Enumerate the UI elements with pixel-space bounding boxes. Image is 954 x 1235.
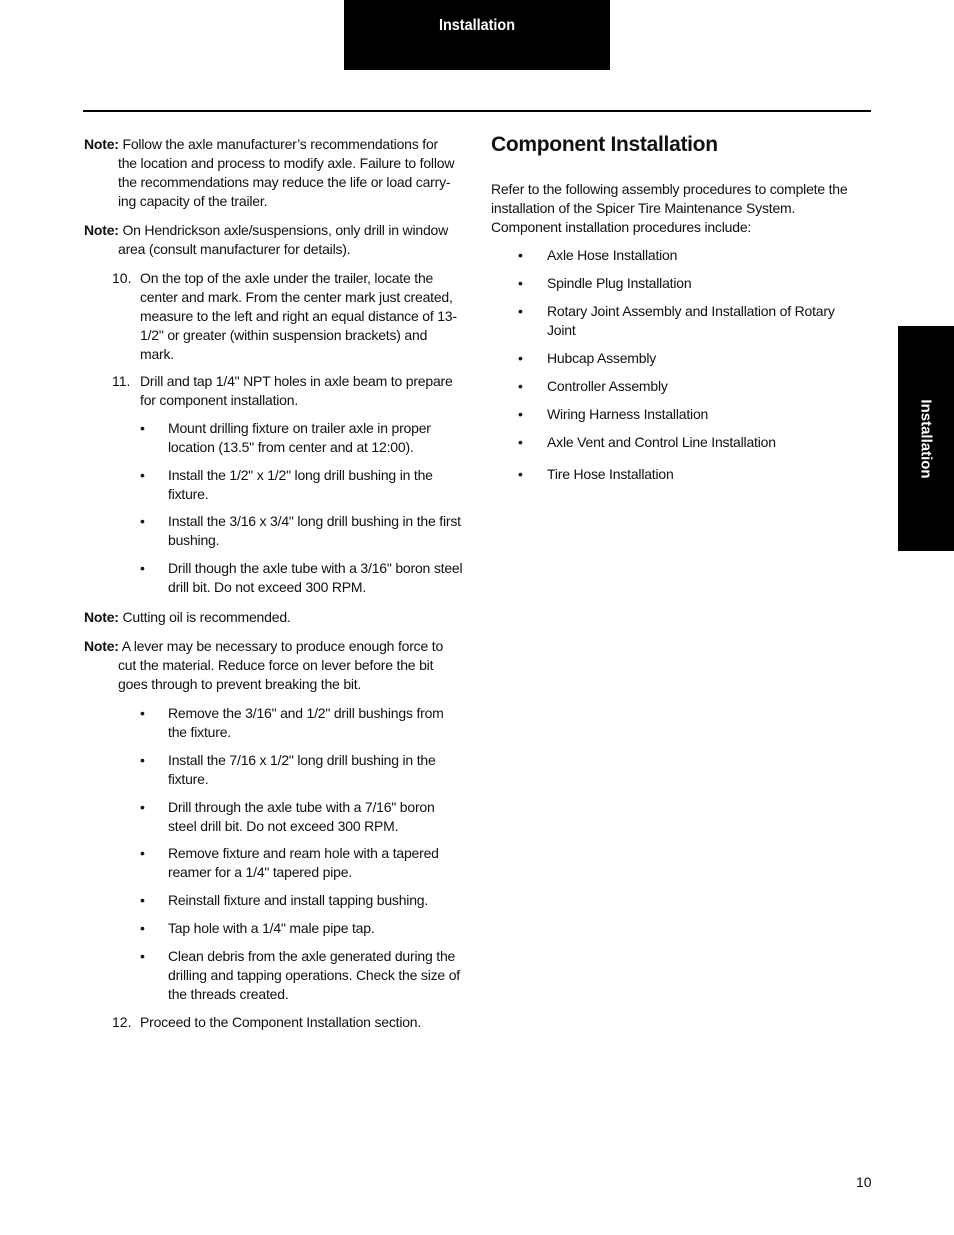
section-header-tab [344,0,610,70]
bullet-marker: • [140,892,145,908]
step-10-number: 10. [112,270,132,286]
ream-tap-step-item: Install the 7/16 x 1/2" long drill bushing in the fixture. [168,752,436,787]
bullet-marker: • [518,350,523,366]
bullet-marker: • [140,467,145,483]
ream-tap-step-item: Remove the 3/16" and 1/2" drill bushings from the fixture. [168,705,444,740]
bullet-marker: • [140,560,145,576]
procedure-item: Rotary Joint Assembly and Installation of Rotary Joint [547,303,835,338]
section-header-label: Installation [438,17,515,34]
bullet-marker: • [518,247,523,263]
bullet-marker: • [140,948,145,964]
bullet-marker: • [140,752,145,768]
procedure-item: Axle Vent and Control Line Installation [547,434,776,450]
step-11-number: 11. [112,373,131,389]
page-number: 10 [856,1174,872,1190]
bullet-marker: • [140,420,145,436]
drill-step-item: Drill though the axle tube with a 3/16" boron steel drill bit. Do not exceed 300 RPM. [168,560,463,595]
bullet-marker: • [140,513,145,529]
bullet-marker: • [518,303,523,319]
note-axle-manufacturer: Note: Follow the axle manufacturer’s recommendations for the location and process to modify axle. Failure to follow the recommendations may reduce the life or load carry-ing capacity of the trailer. [84,136,455,209]
ream-tap-step-item: Tap hole with a 1/4" male pipe tap. [168,920,375,936]
side-section-label: Installation [917,398,935,479]
bullet-marker: • [140,845,145,861]
component-installation-intro: Refer to the following assembly procedures to complete the installation of the Spicer Tire Maintenance System. Component installation procedures include: [491,181,848,235]
procedure-item: Tire Hose Installation [547,466,674,482]
bullet-marker: • [518,434,523,450]
step-12-number: 12. [112,1014,132,1030]
note-hendrickson: Note: On Hendrickson axle/suspensions, only drill in window area (consult manufacturer for details). [84,222,449,257]
drill-step-item: Mount drilling fixture on trailer axle in proper location (13.5" from center and at 12:00). [168,420,431,455]
ream-tap-step-item: Drill through the axle tube with a 7/16" boron steel drill bit. Do not exceed 300 RPM. [168,799,435,834]
bullet-marker: • [518,275,523,291]
bullet-marker: • [140,799,145,815]
ream-tap-step-item: Reinstall fixture and install tapping bushing. [168,892,429,908]
bullet-marker: • [140,705,145,721]
bullet-marker: • [518,378,523,394]
drill-step-item: Install the 3/16 x 3/4" long drill bushing in the first bushing. [168,513,461,548]
ream-tap-step-item: Clean debris from the axle generated during the drilling and tapping operations. Check the size of the threads created. [168,948,460,1002]
header-rule [83,110,871,112]
drill-step-item: Install the 1/2" x 1/2" long drill bushing in the fixture. [168,467,433,502]
note-cutting-oil: Note: Cutting oil is recommended. [84,609,291,625]
side-section-tab [898,326,954,551]
note-lever: Note: A lever may be necessary to produce enough force to cut the material. Reduce force on lever before the bit goes through to prevent breaking the bit. [84,638,444,692]
procedure-item: Wiring Harness Installation [547,406,709,422]
bullet-marker: • [518,406,523,422]
ream-tap-step-item: Remove fixture and ream hole with a tapered reamer for a 1/4" tapered pipe. [168,845,439,880]
bullet-marker: • [518,466,523,482]
procedure-item: Controller Assembly [547,378,668,394]
bullet-marker: • [140,920,145,936]
step-11-text: Drill and tap 1/4" NPT holes in axle beam to prepare for component installation. [140,373,453,408]
procedure-item: Spindle Plug Installation [547,275,692,291]
component-installation-heading: Component Installation [491,133,718,156]
step-12-text: Proceed to the Component Installation section. [140,1014,422,1030]
step-10-text: On the top of the axle under the trailer, locate the center and mark. From the center mark just created, measure to the left and right an equal distance of 13-1/2" or greater (within suspension brackets) and mark. [140,270,457,362]
procedure-item: Axle Hose Installation [547,247,678,263]
procedure-item: Hubcap Assembly [547,350,657,366]
